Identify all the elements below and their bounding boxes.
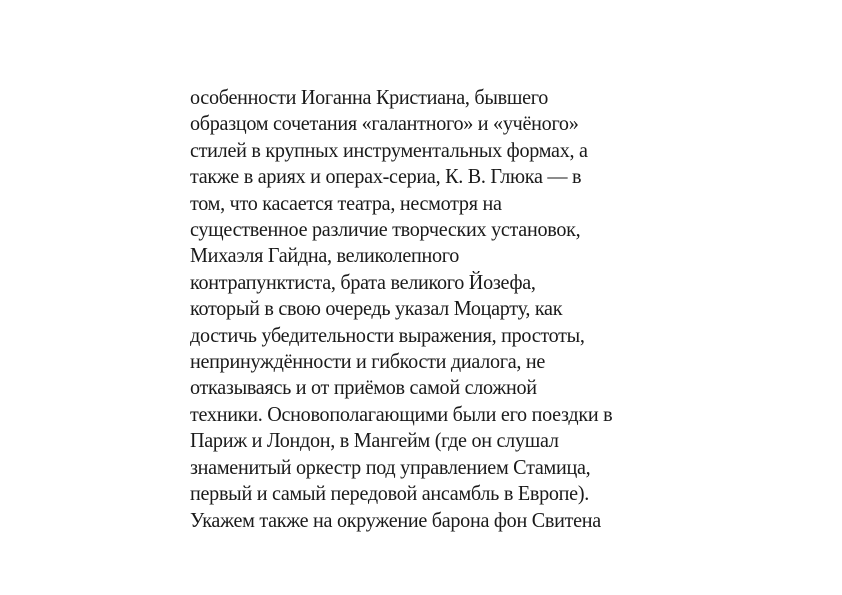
text-line-6: существенное различие творческих установок, — [190, 217, 581, 242]
text-line-16: первый и самый передовой ансамбль в Европе). — [190, 481, 589, 506]
text-line-5: том, что касается театра, несмотря на — [190, 190, 502, 215]
text-line-7: Михаэля Гайдна, великолепного — [190, 243, 460, 268]
text-line-3: стилей в крупных инструментальных формах, а — [190, 137, 588, 162]
text-line-9: который в свою очередь указал Моцарту, как — [190, 296, 563, 321]
text-line-15: знаменитый оркестр под управлением Стамица, — [190, 454, 591, 479]
text-line-1: особенности Иоганна Кристиана, бывшего — [190, 85, 549, 109]
body-text — [190, 84, 670, 533]
text-line-11: непринуждённости и гибкости диалога, не — [190, 349, 546, 374]
text-line-4: также в ариях и операх-сериа, К. В. Глюка — в — [190, 164, 582, 189]
text-line-14: Париж и Лондон, в Мангейм (где он слушал — [190, 428, 559, 453]
text-line-10: достичь убедительности выражения, простоты, — [190, 322, 585, 347]
text-line-12: отказываясь и от приёмов самой сложной — [190, 375, 537, 400]
text-line-13: техники. Основополагающими были его поездки в — [190, 401, 613, 426]
text-line-17: Укажем также на окружение барона фон Свитена — [190, 507, 601, 532]
text-line-8: контрапунктиста, брата великого Йозефа, — [190, 269, 536, 294]
text-line-2: образцом сочетания «галантного» и «учёного» — [190, 111, 579, 136]
